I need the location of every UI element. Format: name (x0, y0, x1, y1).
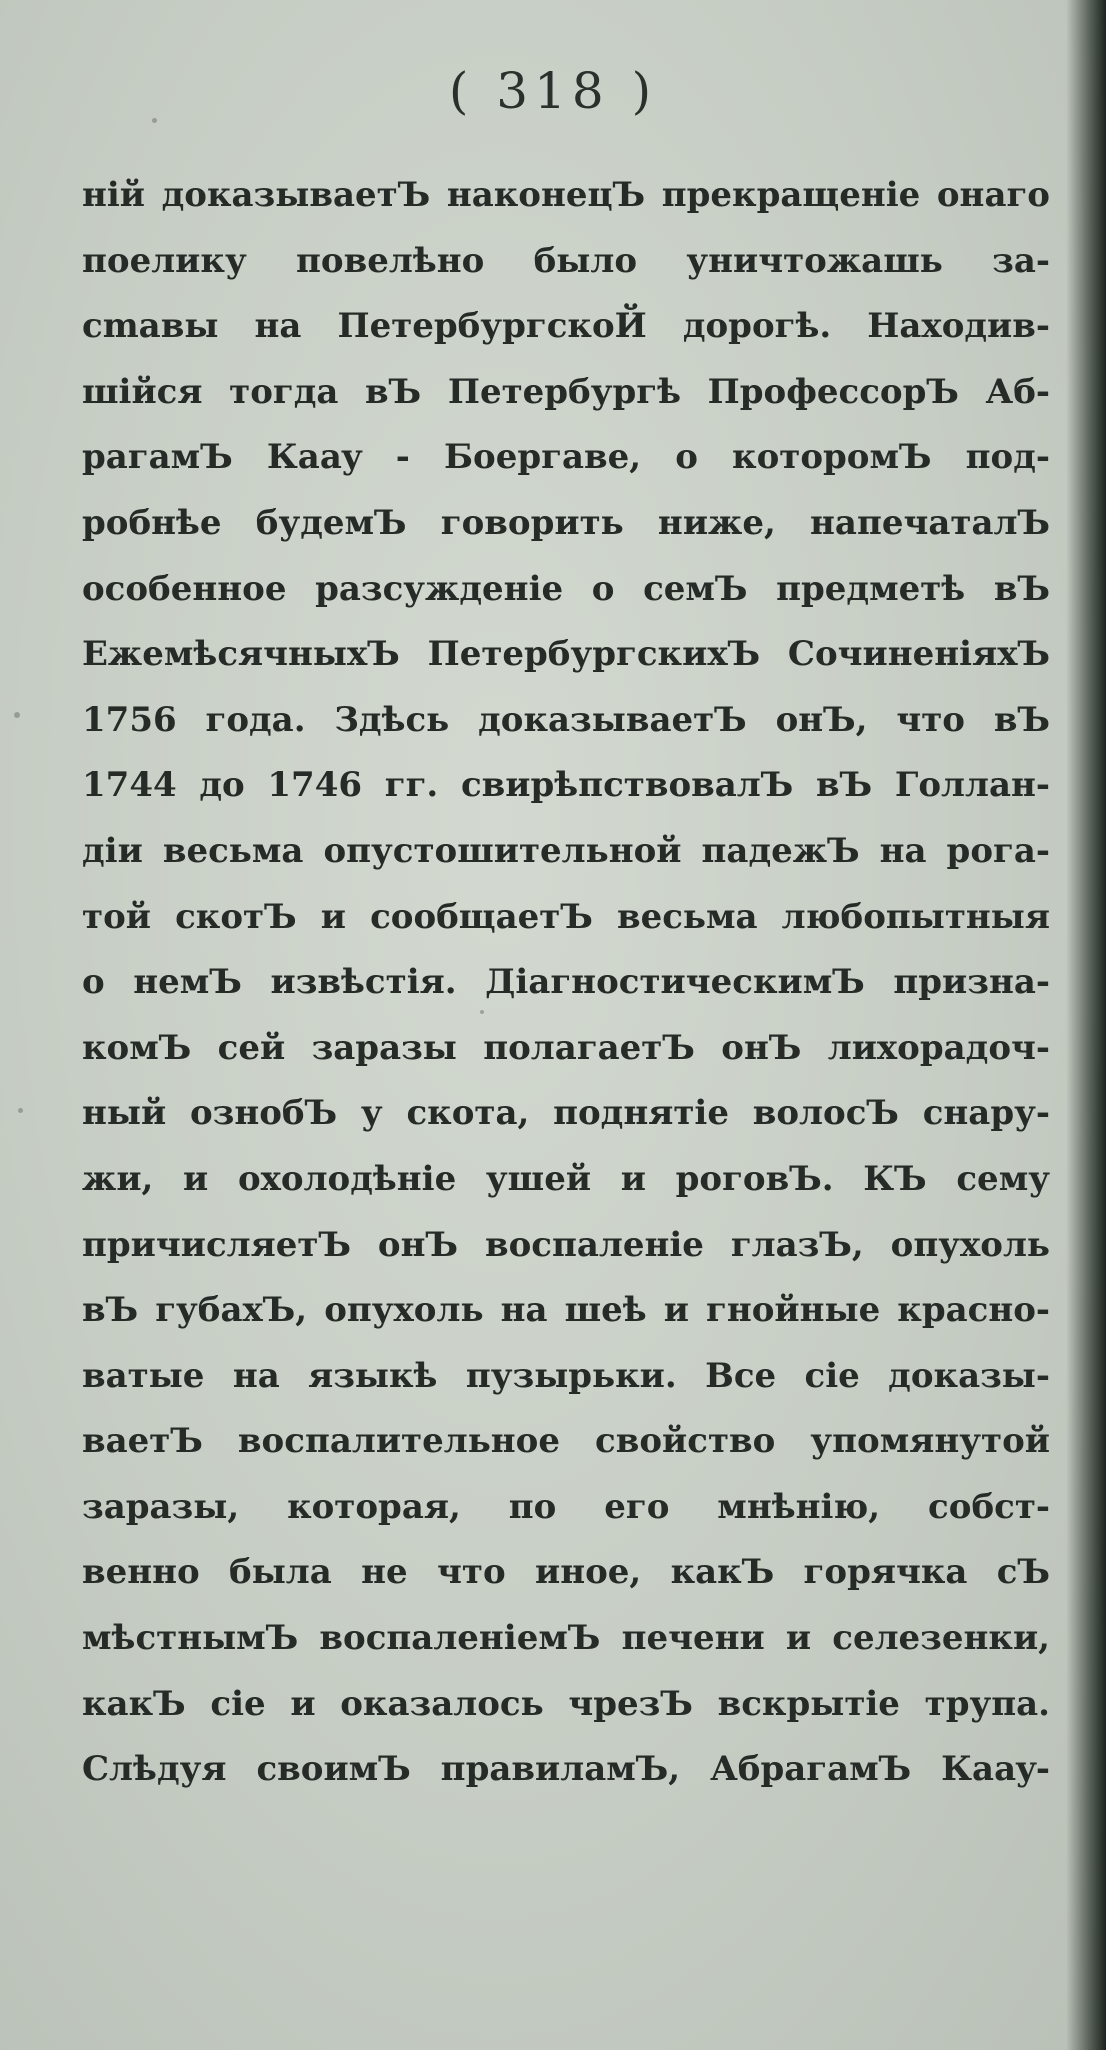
text-line: діи весьма опустошительной падежЪ на рога- (82, 830, 1050, 871)
binding-shadow (1066, 0, 1106, 2050)
text-line: шійся тогда вЪ Петербургѣ ПрофессорЪ Аб- (82, 371, 1050, 412)
text-line: какЪ сіе и оказалось чрезЪ вскрытіе трупа. (82, 1683, 1050, 1724)
text-line: заразы, которая, по его мнѣнію, собст- (82, 1486, 1050, 1527)
text-line: жи, и охолодѣніе ушей и роговЪ. КЪ сему (82, 1158, 1050, 1199)
text-line: ваетЪ воспалительное свойство упомянутой (82, 1421, 1050, 1462)
text-line: той скотЪ и сообщаетЪ весьма любопытныя (82, 896, 1050, 937)
text-line: 1744 до 1746 гг. свирѣпствовалЪ вЪ Голлан- (82, 765, 1050, 806)
text-line: 1756 года. Здѣсь доказываетЪ онЪ, что вЪ (82, 699, 1050, 740)
text-line: ній доказываетЪ наконецЪ прекращеніе онаго (82, 175, 1050, 215)
text-line: о немЪ извѣстія. ДіагностическимЪ призна- (82, 962, 1050, 1003)
text-line: сmавы на ПетербургскоЙ дорогѣ. Находив- (82, 306, 1050, 347)
text-line: вЪ губахЪ, опухоль на шеѣ и гнойные красно- (82, 1290, 1050, 1331)
text-line: особенное разсужденіе о семЪ предметѣ вЪ (82, 568, 1050, 609)
text-line: комЪ сей заразы полагаетЪ онЪ лихорадоч- (82, 1027, 1050, 1068)
text-line: рагамЪ Кааy - Боергаве, о которомЪ под- (82, 437, 1050, 478)
page-number: ( 318 ) (448, 62, 658, 120)
text-line: робнѣе будемЪ говорить ниже, напечаталЪ (82, 502, 1050, 543)
text-line: венно была не что иное, какЪ горячка сЪ (82, 1552, 1050, 1593)
text-line: ный ознобЪ у скота, поднятіе волосЪ снару- (82, 1093, 1050, 1134)
text-line: ЕжемѣсячныхЪ ПетербургскихЪ СочиненіяхЪ (82, 634, 1050, 675)
text-line: мѣстнымЪ воспаленіемЪ печени и селезенки, (82, 1618, 1050, 1659)
text-line: ватые на языкѣ пузырьки. Все сіе доказы- (82, 1355, 1050, 1396)
text-line: поелику повелѣно было уничтожашь за- (82, 240, 1050, 281)
body-text (82, 163, 1050, 1803)
text-line: причисляетЪ онЪ воспаленіе глазЪ, опухоль (82, 1224, 1050, 1265)
text-line: Слѣдуя своимЪ правиламЪ, АбрагамЪ Кааy- (82, 1749, 1050, 1790)
paper-speck (14, 712, 20, 718)
paper-speck (18, 1108, 23, 1113)
